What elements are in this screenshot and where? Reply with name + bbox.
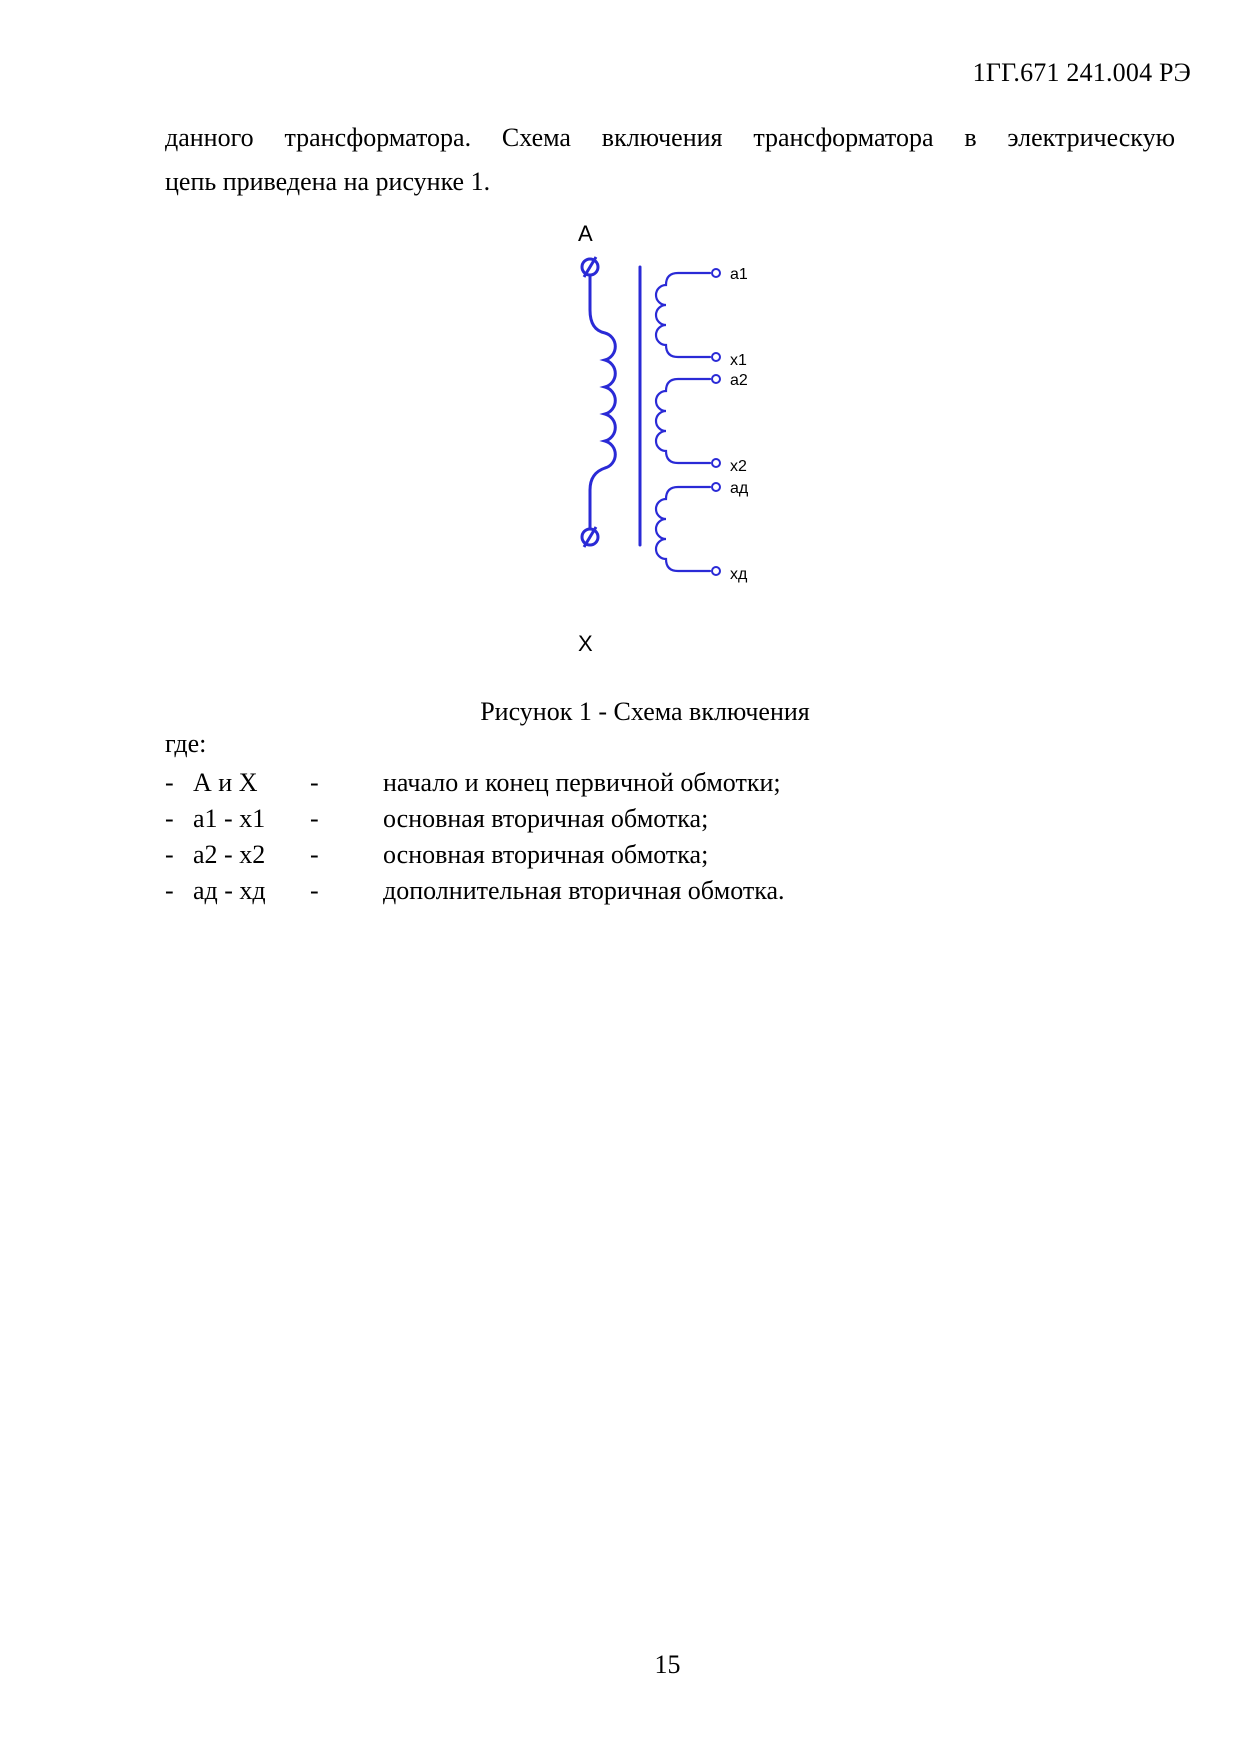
legend-description: дополнительная вторичная обмотка.: [383, 876, 785, 905]
legend-bullet: -: [165, 768, 174, 797]
legend-description: основная вторичная обмотка;: [383, 840, 709, 869]
legend-intro: где:: [165, 729, 207, 758]
label-a1: а1: [730, 266, 748, 283]
secondary-winding-2: [656, 379, 710, 463]
legend-dash: -: [310, 768, 319, 797]
terminal-xd: [712, 567, 720, 575]
terminal-ad: [712, 483, 720, 491]
legend-bullet: -: [165, 804, 174, 833]
body-paragraph: [165, 116, 1175, 204]
label-primary-top: А: [578, 221, 593, 246]
legend-dash: -: [310, 804, 319, 833]
label-x1: х1: [730, 352, 747, 369]
label-a2: а2: [730, 372, 748, 389]
label-xd: хд: [730, 566, 748, 583]
legend-dash: -: [310, 876, 319, 905]
page-number: 15: [654, 1650, 681, 1679]
legend-row: [165, 801, 1065, 837]
label-primary-bottom: Х: [578, 631, 593, 656]
paragraph-line-1: данного трансформатора. Схема включения трансформатора в электрическую: [165, 123, 1175, 152]
terminal-x1: [712, 353, 720, 361]
legend-list: [165, 765, 1065, 909]
label-ad: ад: [730, 480, 749, 497]
legend-description: основная вторичная обмотка;: [383, 804, 709, 833]
figure-caption: Рисунок 1 - Схема включения: [480, 697, 810, 726]
legend-dash: -: [310, 840, 319, 869]
paragraph-line-2: цепь приведена на рисунке 1.: [165, 167, 491, 196]
label-x2: х2: [730, 458, 747, 475]
primary-winding: [590, 275, 615, 530]
terminal-a1: [712, 269, 720, 277]
legend-term: а1 - х1: [193, 804, 266, 833]
secondary-winding-3: [656, 487, 710, 571]
legend-term: ад - хд: [193, 876, 266, 905]
legend-term: а2 - х2: [193, 840, 266, 869]
legend-term: А и Х: [193, 768, 258, 797]
terminal-x2: [712, 459, 720, 467]
terminal-a2: [712, 375, 720, 383]
secondary-winding-1: [656, 273, 710, 357]
legend-row: [165, 837, 1065, 873]
legend-bullet: -: [165, 876, 174, 905]
legend-description: начало и конец первичной обмотки;: [383, 768, 781, 797]
document-code: 1ГГ.671 241.004 РЭ: [972, 58, 1191, 87]
legend-bullet: -: [165, 840, 174, 869]
legend-row: [165, 765, 1065, 801]
legend-row: [165, 873, 1065, 909]
transformer-diagram: [570, 215, 790, 665]
